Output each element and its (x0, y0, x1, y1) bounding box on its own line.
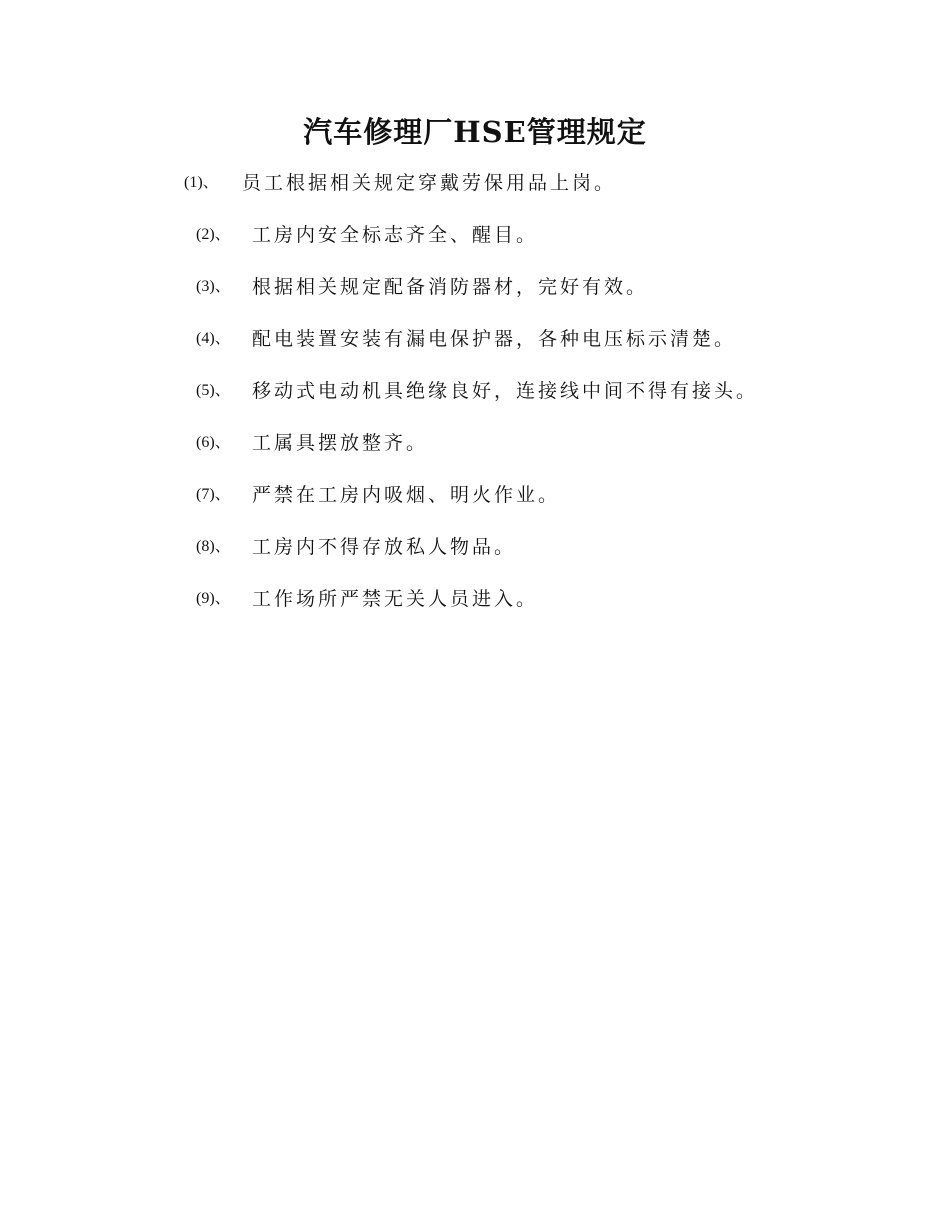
rule-text: 严禁在工房内吸烟、明火作业。 (252, 484, 561, 506)
rule-text: 根据相关规定配备消防器材，完好有效。 (252, 276, 649, 298)
list-item (0, 268, 950, 320)
list-item (0, 528, 950, 580)
document-title: 汽车修理厂HSE管理规定 (303, 115, 647, 149)
list-item (0, 476, 950, 528)
list-item (0, 424, 950, 476)
rule-text: 工属具摆放整齐。 (252, 432, 429, 454)
rule-number: (5)、 (196, 382, 231, 399)
rule-text: 工作场所严禁无关人员进入。 (252, 588, 539, 610)
rule-text: 工房内安全标志齐全、醒目。 (252, 224, 539, 246)
list-item (0, 580, 950, 632)
list-item (0, 372, 950, 424)
rule-text: 配电装置安装有漏电保护器，各种电压标示清楚。 (252, 328, 737, 350)
rule-number: (2)、 (196, 226, 231, 243)
rule-number: (7)、 (196, 486, 231, 503)
list-item (0, 164, 950, 216)
list-item (0, 216, 950, 268)
rule-number: (6)、 (196, 434, 231, 451)
rule-text: 员工根据相关规定穿戴劳保用品上岗。 (242, 172, 617, 194)
rules-list (0, 164, 950, 632)
rule-number: (4)、 (196, 330, 231, 347)
rule-number: (1)、 (184, 174, 219, 191)
rule-text: 移动式电动机具绝缘良好，连接线中间不得有接头。 (252, 380, 759, 402)
rule-number: (9)、 (196, 590, 231, 607)
rule-number: (8)、 (196, 538, 231, 555)
list-item (0, 320, 950, 372)
rule-text: 工房内不得存放私人物品。 (252, 536, 517, 558)
rule-number: (3)、 (196, 278, 231, 295)
